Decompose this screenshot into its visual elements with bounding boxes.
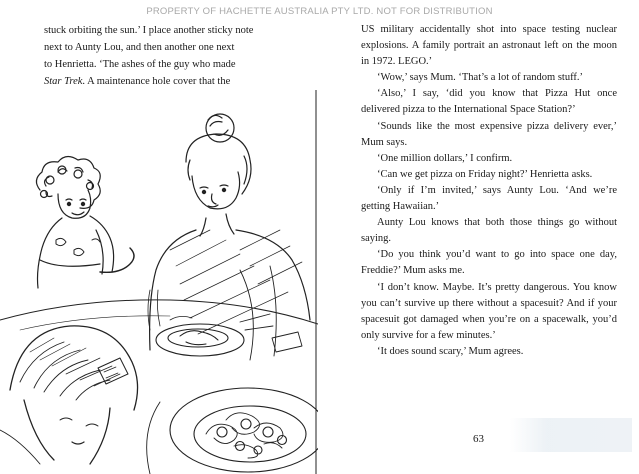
left-line-2: next to Aunty Lou, and then another one next [44,42,235,53]
paragraph-11: ‘It does sound scary,’ Mum agrees. [377,345,524,357]
left-line-1: stuck orbiting the sun.’ I place another sticky note [44,25,254,36]
left-line-3: to Henrietta. ‘The ashes of the guy who made [44,59,236,70]
paragraph-7: ‘Only if I’m invited,’ says Aunty Lou. ‘And we’re getting Hawaiian.’ [361,184,617,213]
paragraph-2: ‘Wow,’ says Mum. ‘That’s a lot of random stuff.’ [377,72,584,84]
page-number: 63 [473,433,484,445]
paragraph-10: ‘I don’t know. Maybe. It’s pretty dangerous. You know you can’t survive up there without a spacesuit? And if your spacesuit got damaged when you’re on a spacewalk, you’d only survive for a few minutes.’ [361,281,617,341]
right-page-text [361,22,617,360]
left-line-4 [44,73,274,90]
paragraph-5: ‘One million dollars,’ I confirm. [377,152,513,164]
watermark: PROPERTY OF HACHETTE AUSTRALIA PTY LTD. NOT FOR DISTRIBUTION [146,6,493,17]
paragraph-6: ‘Can we get pizza on Friday night?’ Henrietta asks. [377,168,593,180]
paragraph-4: ‘Sounds like the most expensive pizza delivery ever,’ Mum says. [361,120,617,148]
left-page [0,0,318,474]
corner-shade [510,418,632,452]
star-trek-title: Star Trek [44,76,83,87]
right-page [318,0,639,474]
left-line-4-rest: . A maintenance hole cover that the [82,76,231,87]
paragraph-8: Aunty Lou knows that both those things go without saying. [361,217,617,245]
dinner-table-illustration [0,90,318,474]
paragraph-1: US military accidentally shot into space testing nuclear explosions. A family portrait an astronaut left on the moon in 1972. LEGO.’ [361,24,617,68]
paragraph-3: ‘Also,’ I say, ‘did you know that Pizza Hut once delivered pizza to the International Space Station?’ [361,88,617,116]
left-page-text [44,22,274,90]
paragraph-9: ‘Do you think you’d want to go into space one day, Freddie?’ Mum asks me. [361,249,617,277]
